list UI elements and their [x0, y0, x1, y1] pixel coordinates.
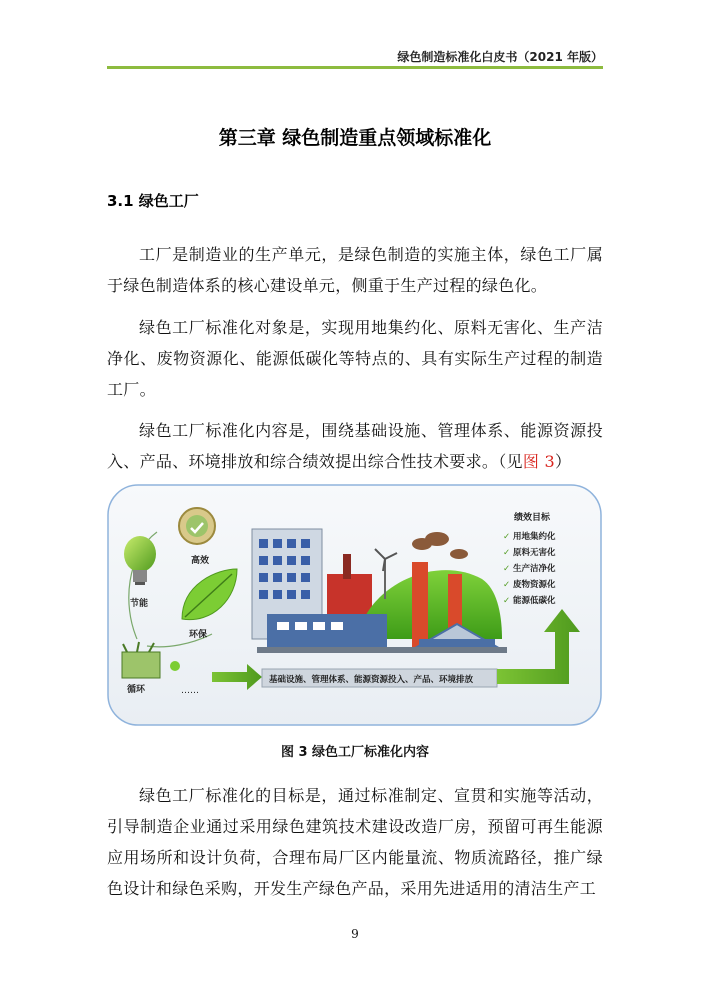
paragraph-3 [107, 415, 603, 477]
figure-caption: 图 3 绿色工厂标准化内容 [280, 745, 430, 760]
goal-check-icon: ✓ [503, 548, 511, 558]
paragraph-3-text: 绿色工厂标准化内容是，围绕基础设施、管理体系、能源资源投入、产品、环境排放和综合绩效提出综合性技术要求。（见 [107, 421, 603, 471]
goal-check-icon: ✓ [503, 564, 511, 574]
paragraph-1: 工厂是制造业的生产单元，是绿色制造的实施主体，绿色工厂属于绿色制造体系的核心建设单元，侧重于生产过程的绿色化。 [107, 245, 603, 295]
goal-check-icon: ✓ [503, 532, 511, 542]
green-factory-diagram [107, 484, 602, 726]
label-env-protection: 环保 [189, 630, 208, 640]
figure-3 [107, 484, 602, 726]
header-rule [107, 66, 603, 69]
goal-item: 生产洁净化 [513, 564, 556, 574]
medal-icon [179, 508, 215, 544]
goal-item: 原料无害化 [513, 548, 556, 558]
label-energy-saving: 节能 [130, 599, 149, 609]
goals-title: 绩效目标 [514, 513, 551, 523]
page-number: 9 [351, 927, 359, 941]
label-recycling: 循环 [127, 685, 146, 695]
figure-3-reference-link[interactable]: 图 3 [522, 452, 555, 471]
paragraph-2: 绿色工厂标准化对象是，实现用地集约化、原料无害化、生产洁净化、废物资源化、能源低碳化等特点的、具有实际生产过程的制造工厂。 [107, 318, 603, 399]
label-ellipsis: …… [181, 686, 199, 696]
running-header: 绿色制造标准化白皮书（2021 年版） [397, 50, 603, 64]
chapter-title: 第三章 绿色制造重点领域标准化 [218, 127, 492, 149]
goal-check-icon: ✓ [503, 580, 511, 590]
goal-item: 能源低碳化 [513, 596, 556, 606]
paragraph-3-end: ） [554, 452, 572, 471]
goal-item: 废物资源化 [513, 580, 556, 590]
goal-item: 用地集约化 [513, 532, 556, 542]
goal-check-icon: ✓ [503, 596, 511, 606]
paragraph-4: 绿色工厂标准化的目标是，通过标准制定、宣贯和实施等活动，引导制造企业通过采用绿色建筑技术建设改造厂房，预留可再生能源应用场所和设计负荷，合理布局厂区内能量流、物质流路径，推广绿色设计和绿色采购，开发生产绿色产品，采用先进适用的清洁生产工 [107, 786, 603, 898]
section-title: 3.1 绿色工厂 [107, 192, 199, 210]
arrow-input-text: 基础设施、管理体系、能源资源投入、产品、环境排放 [269, 675, 474, 685]
label-efficiency: 高效 [191, 556, 210, 566]
